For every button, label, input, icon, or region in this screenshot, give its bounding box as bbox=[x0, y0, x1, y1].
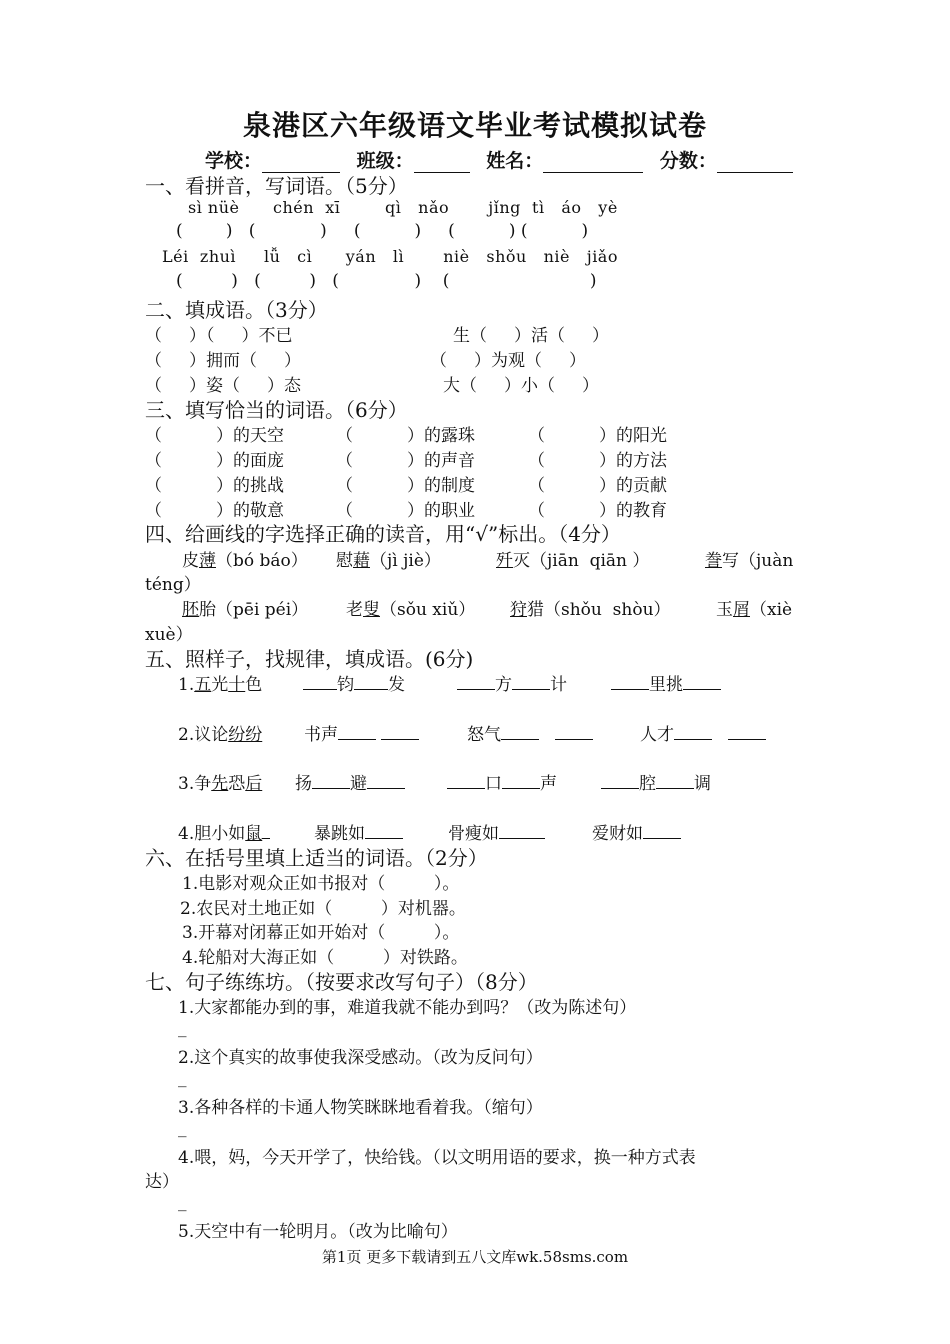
rewrite-question: 4.喂，妈，今天开学了，快给钱。（以文明用语的要求，换一种方式表 bbox=[178, 1148, 696, 1168]
exam-title: 泉港区六年级语文毕业考试模拟试卷 bbox=[242, 109, 707, 142]
phrase-blank[interactable]: （ ）的面庞 bbox=[145, 451, 285, 471]
section-3-heading: 三、填写恰当的词语。（6分） bbox=[145, 398, 408, 422]
section-6-heading: 六、在括号里填上适当的词语。（2分） bbox=[145, 846, 488, 870]
reading-item[interactable]: 狩猎（shǒu shòu） bbox=[510, 600, 671, 620]
section-1-heading: 一、看拼音，写词语。（5分） bbox=[145, 174, 408, 198]
reading-item-cont: téng） bbox=[145, 575, 201, 595]
phrase-blank[interactable]: （ ）的阳光 bbox=[528, 426, 668, 446]
answer-line[interactable]: _ bbox=[178, 1018, 187, 1038]
pattern-blank[interactable]: 腔 调 bbox=[601, 769, 711, 794]
reading-item-cont: xuè） bbox=[145, 625, 193, 645]
rewrite-question: 3.各种各样的卡通人物笑眯眯地看着我。（缩句） bbox=[178, 1098, 543, 1118]
pattern-blank[interactable]: 人才 bbox=[640, 720, 766, 745]
idiom-blank[interactable]: （ ）（ ）不已 bbox=[145, 326, 293, 346]
analogy-item[interactable]: 3.开幕对闭幕正如开始对（ ）。 bbox=[182, 923, 460, 943]
student-info-row bbox=[205, 146, 803, 173]
score-blank[interactable] bbox=[717, 154, 793, 173]
reading-item[interactable]: 歼灭（jiān qiān ） bbox=[496, 551, 650, 571]
reading-item[interactable]: 老叟（sǒu xiǔ） bbox=[346, 600, 476, 620]
pattern-example: 4.胆小如鼠 bbox=[178, 819, 270, 844]
answer-line[interactable]: _ bbox=[178, 1192, 187, 1212]
section-5-heading: 五、照样子，找规律，填成语。(6分) bbox=[145, 647, 474, 671]
answer-brackets-row-1[interactable]: ( ) ( ) ( ) ( ) ( ) bbox=[176, 221, 589, 241]
phrase-blank[interactable]: （ ）的教育 bbox=[528, 501, 668, 521]
rewrite-question-cont: 达） bbox=[145, 1172, 179, 1192]
page-footer: 第1页 更多下载请到五八文库wk.58sms.com bbox=[321, 1248, 629, 1266]
reading-item[interactable]: 誊写（juàn bbox=[705, 551, 794, 571]
pattern-blank[interactable]: 口 声 bbox=[447, 769, 557, 794]
reading-item[interactable]: 皮薄（bó báo） bbox=[182, 551, 308, 571]
class-blank[interactable] bbox=[414, 154, 470, 173]
analogy-item[interactable]: 4.轮船对大海正如（ ）对铁路。 bbox=[182, 948, 468, 968]
pattern-blank[interactable]: 暴跳如 bbox=[314, 819, 403, 844]
score-label: 分数： bbox=[659, 150, 717, 172]
rewrite-question: 5.天空中有一轮明月。（改为比喻句） bbox=[178, 1222, 458, 1242]
phrase-blank[interactable]: （ ）的天空 bbox=[145, 426, 285, 446]
idiom-blank[interactable]: （ ）拥而（ ） bbox=[145, 351, 302, 371]
pinyin-row-2: Léi zhuì lǚ cì yán lì niè shǒu niè jiǎo bbox=[162, 247, 618, 266]
pattern-blank[interactable]: 方 计 bbox=[457, 670, 567, 695]
rewrite-question: 2.这个真实的故事使我深受感动。（改为反问句） bbox=[178, 1048, 543, 1068]
pattern-blank[interactable]: 钧 发 bbox=[303, 670, 405, 695]
section-7-heading: 七、句子练练坊。（按要求改写句子）（8分） bbox=[145, 970, 538, 994]
phrase-blank[interactable]: （ ）的贡献 bbox=[528, 476, 668, 496]
analogy-item[interactable]: 1.电影对观众正如书报对（ ）。 bbox=[182, 874, 460, 894]
reading-item[interactable]: 胚胎（pēi péi） bbox=[182, 600, 309, 620]
phrase-blank[interactable]: （ ）的挑战 bbox=[145, 476, 285, 496]
pattern-blank[interactable]: 里挑 bbox=[611, 670, 721, 695]
school-label: 学校： bbox=[205, 150, 263, 172]
pattern-blank[interactable]: 书声 bbox=[304, 720, 419, 745]
pattern-blank[interactable]: 扬 避 bbox=[295, 769, 405, 794]
idiom-blank[interactable]: 大（ ）小（ ） bbox=[443, 376, 600, 396]
idiom-blank[interactable]: （ ）为观（ ） bbox=[430, 351, 587, 371]
phrase-blank[interactable]: （ ）的敬意 bbox=[145, 501, 285, 521]
reading-item[interactable]: 玉屑（xiè bbox=[716, 600, 793, 620]
reading-item[interactable]: 慰藉（jì jiè） bbox=[336, 551, 441, 571]
pattern-blank[interactable]: 怒气 bbox=[467, 720, 593, 745]
pattern-blank[interactable]: 骨瘦如 bbox=[448, 819, 545, 844]
pattern-example: 1.五光十色 bbox=[178, 675, 263, 695]
name-label: 姓名： bbox=[486, 150, 544, 172]
phrase-blank[interactable]: （ ）的露珠 bbox=[336, 426, 476, 446]
phrase-blank[interactable]: （ ）的方法 bbox=[528, 451, 668, 471]
phrase-blank[interactable]: （ ）的声音 bbox=[336, 451, 476, 471]
pattern-example: 3.争先恐后 bbox=[178, 774, 263, 794]
idiom-blank[interactable]: （ ）姿（ ）态 bbox=[145, 376, 302, 396]
answer-line[interactable]: _ bbox=[178, 1118, 187, 1138]
rewrite-question: 1.大家都能办到的事，难道我就不能办到吗？（改为陈述句） bbox=[178, 998, 637, 1018]
phrase-blank[interactable]: （ ）的职业 bbox=[336, 501, 476, 521]
answer-brackets-row-2[interactable]: ( ) ( ) ( ) ( ) bbox=[176, 271, 597, 291]
section-2-heading: 二、填成语。（3分） bbox=[145, 298, 328, 322]
phrase-blank[interactable]: （ ）的制度 bbox=[336, 476, 476, 496]
pinyin-row-1: sì nüè chén xī qì nǎo jǐng tì áo yè bbox=[188, 198, 618, 217]
pattern-example: 2.议论纷纷 bbox=[178, 725, 263, 745]
name-blank[interactable] bbox=[543, 154, 643, 173]
pattern-blank[interactable]: 爱财如 bbox=[592, 819, 681, 844]
analogy-item[interactable]: 2.农民对土地正如（ ）对机器。 bbox=[180, 899, 466, 919]
class-label: 班级： bbox=[356, 150, 414, 172]
idiom-blank[interactable]: 生（ ）活（ ） bbox=[453, 326, 610, 346]
section-4-heading: 四、给画线的字选择正确的读音，用“√”标出。（4分） bbox=[145, 522, 621, 546]
answer-line[interactable]: _ bbox=[178, 1068, 187, 1088]
